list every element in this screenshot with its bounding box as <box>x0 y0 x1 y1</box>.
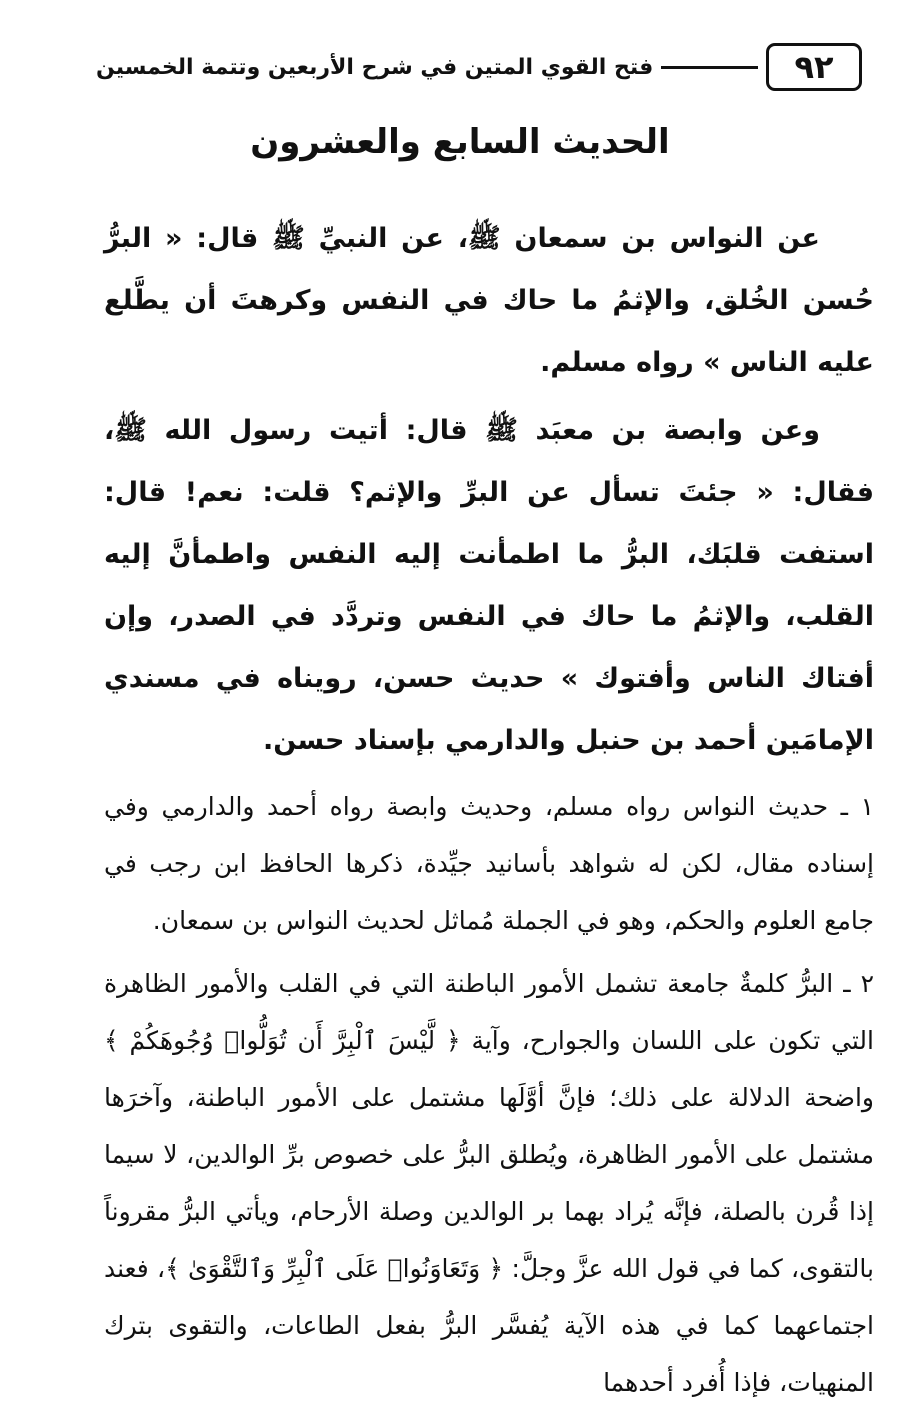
hadith-paragraph: عن النواس بن سمعان ﷺ، عن النبيِّ ﷺ قال: « البرُّ حُسن الخُلق، والإثمُ ما حاك في النفس وكرهتَ أن يطَّلع عليه الناس » رواه مسلم. <box>104 223 874 378</box>
commentary-paragraph: ٢ ـ البرُّ كلمةٌ جامعة تشمل الأمور الباطنة التي في القلب والأمور الظاهرة التي تكون على اللسان والجوارح، وآية ﴿ لَّيْسَ ٱلْبِرَّ أَن تُوَلُّوا۟ وُجُوهَكُمْ ﴾ واضحة الدلالة على ذلك؛ فإنَّ أوَّلَها مشتمل على الأمور الباطنة، وآخرَها مشتمل على الأمور الظاهرة، ويُطلق البرُّ على خصوص برِّ الوالدين، لا سيما إذا قُرن بالصلة، فإنَّه يُراد بهما بر الوالدين وصلة الأرحام، ويأتي البرُّ مقروناً بالتقوى، كما في قول الله عزَّ وجلَّ: ﴿ وَتَعَاوَنُوا۟ عَلَى ٱلْبِرِّ وَٱلتَّقْوَىٰ ﴾، فعند اجتماعهما كما في هذه الآية يُفسَّر البرُّ بفعل الطاعات، والتقوى بترك المنهيات، فإذا أُفرد أحدهما <box>104 969 874 1397</box>
chapter-title: الحديث السابع والعشرون <box>250 122 670 162</box>
body-text <box>104 208 874 1411</box>
header-rule <box>661 66 758 69</box>
hadith-paragraph: وعن وابصة بن معبَد ﷺ قال: أتيت رسول الله ﷺ، فقال: « جئتَ تسأل عن البرِّ والإثم؟ قلت: نعم! قال: استفت قلبَك، البرُّ ما اطمأنت إليه النفس واطمأنَّ إليه القلب، والإثمُ ما حاك في النفس وتردَّد في الصدر، وإن أفتاك الناس وأفتوك » حديث حسن، رويناه في مسندي الإمامَين أحمد بن حنبل والدارمي بإسناد حسن. <box>104 415 874 756</box>
commentary-paragraph: ١ ـ حديث النواس رواه مسلم، وحديث وابصة رواه أحمد والدارمي وفي إسناده مقال، لكن له شواهد بأسانيد جيِّدة، ذكرها الحافظ ابن رجب في جامع العلوم والحكم، وهو في الجملة مُماثل لحديث النواس بن سمعان. <box>104 792 874 935</box>
page-header <box>96 40 862 94</box>
running-title: فتح القوي المتين في شرح الأربعين وتتمة الخمسين <box>96 54 654 80</box>
page-number: ٩٢ <box>766 43 862 91</box>
